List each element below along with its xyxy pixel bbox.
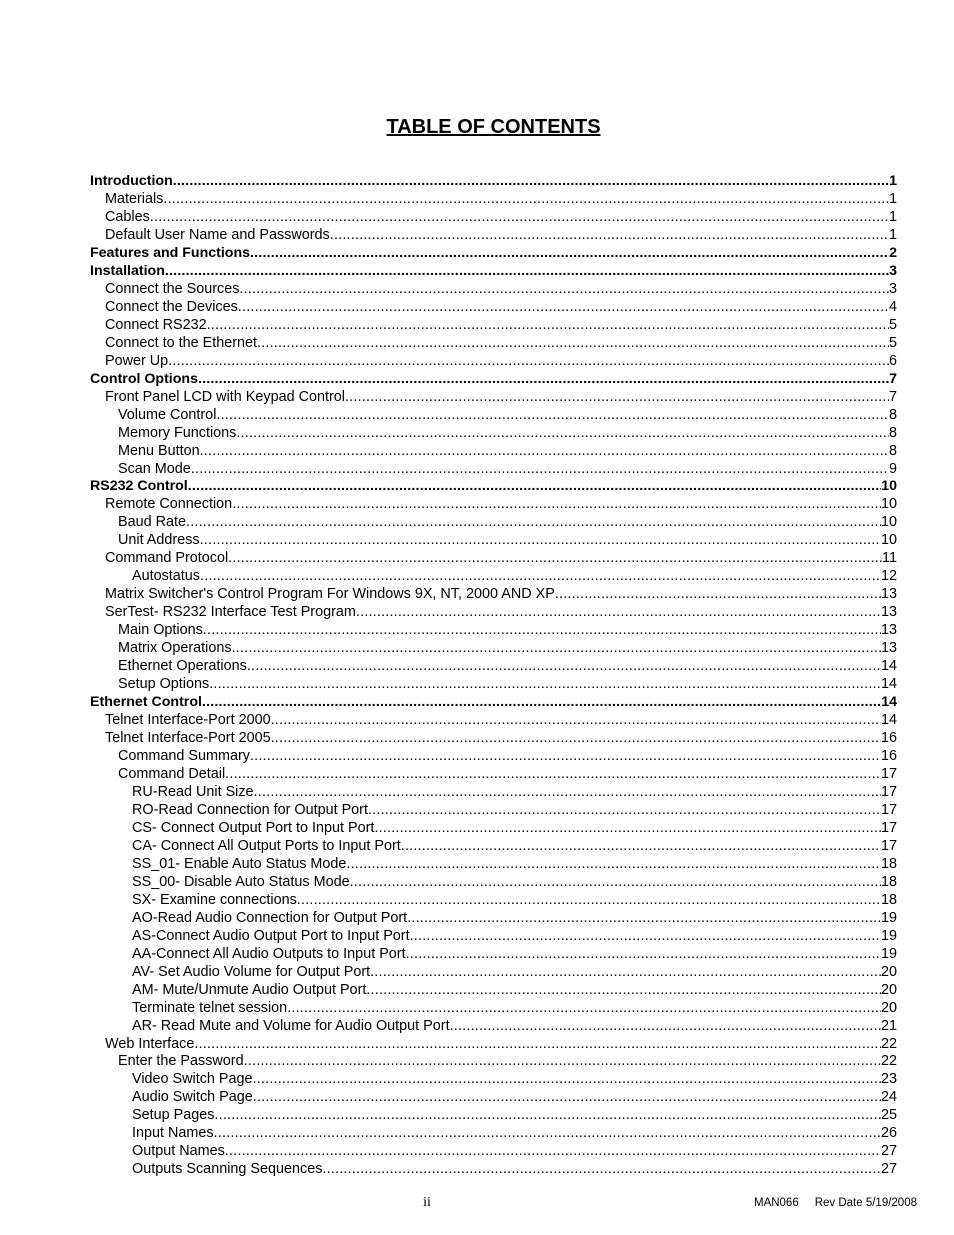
- toc-dot-leader: [228, 550, 882, 568]
- toc-dot-leader: [200, 532, 881, 550]
- toc-entry-title: Command Summary: [118, 748, 250, 764]
- toc-entry-title: Ethernet Operations: [118, 658, 247, 675]
- toc-entry-title: AM- Mute/Unmute Audio Output Port: [132, 981, 367, 998]
- toc-entry-page: 10: [880, 496, 897, 513]
- toc-entry-page: 16: [880, 748, 897, 764]
- toc-entry-title: AV- Set Audio Volume for Output Port: [132, 963, 371, 980]
- toc-entry[interactable]: [90, 191, 897, 209]
- toc-entry-page: 4: [888, 298, 897, 315]
- toc-entry-title: Default User Name and Passwords: [105, 226, 330, 243]
- toc-entry[interactable]: [90, 982, 897, 1000]
- toc-entry[interactable]: [90, 335, 897, 353]
- toc-entry[interactable]: [90, 209, 897, 227]
- toc-entry[interactable]: [90, 425, 897, 443]
- toc-dot-leader: [401, 838, 881, 856]
- toc-entry[interactable]: [90, 856, 897, 874]
- toc-entry[interactable]: [90, 1053, 897, 1071]
- toc-entry-title: SS_00- Disable Auto Status Mode: [132, 873, 350, 890]
- toc-entry-title: Telnet Interface-Port 2005: [105, 730, 271, 747]
- toc-entry-page: 17: [880, 783, 897, 800]
- toc-entry[interactable]: [90, 838, 897, 856]
- toc-entry[interactable]: [90, 478, 897, 496]
- toc-entry[interactable]: [90, 676, 897, 694]
- toc-dot-leader: [165, 263, 889, 281]
- toc-entry-title: Scan Mode: [118, 460, 191, 477]
- toc-entry[interactable]: [90, 766, 897, 784]
- toc-entry-page: 21: [880, 1017, 897, 1034]
- toc-entry[interactable]: [90, 353, 897, 371]
- toc-dot-leader: [253, 1089, 881, 1107]
- toc-entry-page: 17: [880, 819, 897, 836]
- toc-entry-page: 3: [888, 280, 897, 297]
- toc-entry[interactable]: [90, 946, 897, 964]
- toc-entry-title: Telnet Interface-Port 2000: [105, 712, 271, 729]
- toc-entry[interactable]: [90, 173, 897, 191]
- toc-entry-title: Matrix Operations: [118, 640, 232, 657]
- toc-dot-leader: [366, 982, 881, 1000]
- toc-entry-title: Command Protocol: [105, 550, 229, 567]
- toc-entry-page: 18: [880, 873, 897, 890]
- toc-entry-title: Outputs Scanning Sequences: [132, 1161, 323, 1178]
- toc-entry[interactable]: [90, 694, 897, 712]
- toc-entry-title: Autostatus: [132, 568, 200, 585]
- toc-dot-leader: [236, 425, 889, 443]
- toc-entry-page: 20: [880, 999, 897, 1016]
- toc-entry[interactable]: [90, 658, 897, 676]
- toc-entry[interactable]: [90, 1089, 897, 1107]
- toc-entry-page: 5: [888, 334, 897, 351]
- toc-entry[interactable]: [90, 748, 897, 766]
- toc-entry-title: Remote Connection: [105, 496, 233, 513]
- toc-entry-page: 17: [880, 765, 897, 782]
- toc-entry-title: Ethernet Control: [90, 694, 202, 711]
- toc-entry-title: SerTest- RS232 Interface Test Program: [105, 604, 356, 621]
- toc-entry[interactable]: [90, 640, 897, 658]
- toc-entry[interactable]: [90, 514, 897, 532]
- toc-entry-title: Terminate telnet session: [132, 999, 288, 1016]
- toc-dot-leader: [250, 748, 881, 766]
- toc-entry[interactable]: [90, 910, 897, 928]
- toc-entry[interactable]: [90, 1125, 897, 1143]
- toc-entry-page: 8: [888, 424, 897, 441]
- toc-entry-title: Control Options: [90, 370, 198, 387]
- toc-dot-leader: [330, 227, 889, 245]
- toc-dot-leader: [198, 371, 889, 389]
- toc-entry-page: 8: [888, 406, 897, 423]
- toc-entry[interactable]: [90, 802, 897, 820]
- toc-dot-leader: [406, 946, 881, 964]
- toc-dot-leader: [247, 658, 881, 676]
- toc-dot-leader: [200, 443, 889, 461]
- toc-entry-title: Materials: [105, 190, 164, 207]
- toc-dot-leader: [253, 1071, 881, 1089]
- toc-entry[interactable]: [90, 820, 897, 838]
- toc-dot-leader: [186, 514, 881, 532]
- toc-dot-leader: [345, 389, 889, 407]
- toc-entry-page: 23: [880, 1071, 897, 1088]
- toc-entry[interactable]: [90, 730, 897, 748]
- toc-entry[interactable]: [90, 1161, 897, 1179]
- toc-entry[interactable]: [90, 568, 897, 586]
- toc-dot-leader: [287, 1000, 881, 1018]
- toc-dot-leader: [407, 910, 881, 928]
- toc-entry-page: 16: [880, 730, 897, 747]
- toc-dot-leader: [370, 964, 881, 982]
- toc-entry[interactable]: [90, 263, 897, 281]
- toc-entry-title: Installation: [90, 262, 165, 279]
- toc-entry-page: 26: [880, 1125, 897, 1142]
- toc-entry-page: 6: [888, 352, 897, 369]
- footer-page-number: ii: [423, 1195, 431, 1210]
- toc-dot-leader: [257, 335, 889, 353]
- toc-entry-title: RS232 Control: [90, 478, 188, 495]
- toc-entry[interactable]: [90, 443, 897, 461]
- toc-dot-leader: [410, 928, 881, 946]
- toc-entry-title: AS-Connect Audio Output Port to Input Port: [132, 927, 410, 944]
- toc-entry[interactable]: [90, 874, 897, 892]
- toc-entry-page: 27: [880, 1143, 897, 1160]
- toc-entry[interactable]: [90, 712, 897, 730]
- toc-entry-page: 13: [880, 586, 897, 603]
- toc-entry-page: 1: [889, 173, 897, 189]
- toc-entry[interactable]: [90, 892, 897, 910]
- page-title: TABLE OF CONTENTS: [386, 116, 601, 138]
- toc-entry-title: AR- Read Mute and Volume for Audio Output Port: [132, 1017, 450, 1034]
- toc-dot-leader: [346, 856, 881, 874]
- toc-entry[interactable]: [90, 1036, 897, 1054]
- footer-revision: MAN066 Rev Date 5/19/2008: [753, 1197, 917, 1209]
- toc-entry-page: 12: [880, 568, 897, 585]
- toc-entry-title: Input Names: [132, 1125, 214, 1142]
- toc-entry-title: Memory Functions: [118, 424, 237, 441]
- toc-entry-page: 17: [880, 837, 897, 854]
- toc-entry[interactable]: [90, 532, 897, 550]
- toc-entry-title: Connect RS232: [105, 316, 207, 333]
- toc-entry-title: CS- Connect Output Port to Input Port: [132, 819, 375, 836]
- toc-dot-leader: [555, 586, 881, 604]
- toc-dot-leader: [203, 622, 881, 640]
- toc-entry-title: Main Options: [118, 622, 203, 639]
- toc-entry-title: Web Interface: [105, 1035, 195, 1052]
- toc-entry-page: 9: [888, 460, 897, 477]
- toc-entry-title: SS_01- Enable Auto Status Mode: [132, 855, 347, 872]
- toc-entry[interactable]: [90, 281, 897, 299]
- toc-entry[interactable]: [90, 622, 897, 640]
- toc-entry-page: 25: [880, 1107, 897, 1124]
- toc-entry-page: 19: [880, 945, 897, 962]
- toc-entry[interactable]: [90, 928, 897, 946]
- toc-dot-leader: [214, 1125, 881, 1143]
- toc-entry[interactable]: [90, 1018, 897, 1036]
- toc-dot-leader: [163, 191, 889, 209]
- toc-entry[interactable]: [90, 317, 897, 335]
- toc-dot-leader: [271, 730, 881, 748]
- toc-entry-title: Menu Button: [118, 442, 200, 459]
- toc-entry-page: 8: [888, 442, 897, 459]
- toc-dot-leader: [168, 353, 889, 371]
- toc-entry[interactable]: [90, 245, 897, 263]
- toc-entry[interactable]: [90, 964, 897, 982]
- toc-entry-title: Video Switch Page: [132, 1071, 253, 1088]
- toc-dot-leader: [232, 496, 881, 514]
- toc-dot-leader: [150, 209, 889, 227]
- toc-dot-leader: [322, 1161, 881, 1179]
- toc-entry-page: 10: [880, 532, 897, 549]
- toc-entry-title: Setup Pages: [132, 1107, 215, 1124]
- toc-dot-leader: [239, 281, 889, 299]
- toc-entry[interactable]: [90, 227, 897, 245]
- toc-dot-leader: [250, 245, 889, 263]
- toc-entry-page: 7: [889, 370, 897, 387]
- toc-entry-title: Connect the Devices: [105, 298, 238, 315]
- toc-entry-title: RU-Read Unit Size: [132, 783, 254, 800]
- toc-entry[interactable]: [90, 1000, 897, 1018]
- toc-dot-leader: [194, 1036, 881, 1054]
- toc-entry-page: 14: [880, 712, 897, 729]
- toc-entry-title: Baud Rate: [118, 514, 187, 531]
- toc-dot-leader: [271, 712, 881, 730]
- toc-entry[interactable]: [90, 461, 897, 479]
- toc-entry-page: 13: [880, 604, 897, 621]
- toc-entry-page: 22: [880, 1035, 897, 1052]
- toc-dot-leader: [374, 820, 881, 838]
- toc-entry-page: 1: [888, 190, 897, 207]
- toc-dot-leader: [368, 802, 881, 820]
- toc-entry-title: Connect the Sources: [105, 280, 240, 297]
- toc-dot-leader: [191, 461, 889, 479]
- toc-entry[interactable]: [90, 550, 897, 568]
- toc-entry[interactable]: [90, 1143, 897, 1161]
- toc-entry-page: 1: [888, 226, 897, 243]
- toc-entry-page: 10: [880, 514, 897, 531]
- toc-dot-leader: [450, 1018, 881, 1036]
- toc-entry-page: 13: [880, 640, 897, 657]
- toc-dot-leader: [214, 1107, 881, 1125]
- toc-entry-page: 20: [880, 963, 897, 980]
- toc-entry-title: Front Panel LCD with Keypad Control: [105, 388, 345, 405]
- toc-dot-leader: [173, 173, 889, 191]
- toc-entry-page: 19: [880, 927, 897, 944]
- toc-entry-page: 20: [880, 981, 897, 998]
- toc-dot-leader: [225, 1143, 881, 1161]
- toc-dot-leader: [216, 407, 889, 425]
- toc-entry[interactable]: [90, 586, 897, 604]
- toc-entry-title: Volume Control: [118, 406, 217, 423]
- toc-dot-leader: [232, 640, 881, 658]
- toc-entry-title: Enter the Password: [118, 1053, 244, 1070]
- toc-entry-page: 14: [880, 658, 897, 675]
- toc-entry-title: RO-Read Connection for Output Port: [132, 801, 368, 818]
- toc-entry-page: 7: [888, 388, 897, 405]
- toc-entry[interactable]: [90, 1071, 897, 1089]
- toc-entry-title: Features and Functions: [90, 244, 251, 261]
- toc-entry-title: Audio Switch Page: [132, 1089, 253, 1106]
- toc-entry-title: SX- Examine connections: [132, 891, 297, 908]
- toc-entry-page: 17: [880, 801, 897, 818]
- toc-dot-leader: [356, 604, 881, 622]
- toc-entry-page: 14: [881, 694, 897, 711]
- toc-entry-page: 18: [880, 891, 897, 908]
- toc-dot-leader: [238, 299, 889, 317]
- toc-entry-page: 5: [888, 316, 897, 333]
- toc-entry[interactable]: [90, 407, 897, 425]
- toc-entry-page: 11: [882, 550, 897, 567]
- toc-entry[interactable]: [90, 1107, 897, 1125]
- toc-entry-title: CA- Connect All Output Ports to Input Port: [132, 837, 401, 854]
- toc-dot-leader: [200, 568, 881, 586]
- toc-entry-page: 13: [880, 622, 897, 639]
- toc-entry[interactable]: [90, 389, 897, 407]
- toc-dot-leader: [350, 874, 881, 892]
- toc-entry[interactable]: [90, 371, 897, 389]
- toc-entry-page: 10: [881, 478, 897, 495]
- toc-dot-leader: [202, 694, 881, 712]
- toc-entry-page: 19: [880, 909, 897, 926]
- toc-entry-title: Setup Options: [118, 676, 210, 693]
- toc-dot-leader: [207, 317, 889, 335]
- toc-entry[interactable]: [90, 784, 897, 802]
- toc-entry[interactable]: [90, 604, 897, 622]
- toc-entry-page: 1: [888, 208, 897, 225]
- toc-entry-title: Connect to the Ethernet: [105, 334, 258, 351]
- toc-entry-page: 3: [889, 262, 897, 279]
- toc-dot-leader: [254, 784, 881, 802]
- toc-entry[interactable]: [90, 496, 897, 514]
- toc-dot-leader: [297, 892, 881, 910]
- toc-dot-leader: [188, 478, 881, 496]
- toc-entry-title: AO-Read Audio Connection for Output Port: [132, 909, 408, 926]
- toc-dot-leader: [244, 1053, 881, 1071]
- toc-dot-leader: [225, 766, 881, 784]
- toc-entry-title: Output Names: [132, 1143, 225, 1160]
- toc-entry[interactable]: [90, 299, 897, 317]
- toc-entry-page: 18: [880, 855, 897, 872]
- toc-dot-leader: [209, 676, 881, 694]
- toc-entry-page: 22: [880, 1053, 897, 1070]
- table-of-contents: [90, 173, 897, 1179]
- toc-entry-title: AA-Connect All Audio Outputs to Input Port: [132, 945, 406, 962]
- toc-entry-page: 2: [889, 244, 897, 261]
- toc-entry-title: Unit Address: [118, 532, 200, 549]
- toc-entry-title: Introduction: [90, 173, 173, 189]
- toc-entry-title: Power Up: [105, 352, 169, 369]
- toc-entry-page: 14: [880, 676, 897, 693]
- toc-entry-title: Cables: [105, 208, 150, 225]
- toc-entry-page: 24: [880, 1089, 897, 1106]
- toc-entry-title: Matrix Switcher's Control Program For Windows 9X, NT, 2000 AND XP: [105, 586, 555, 603]
- toc-entry-page: 27: [880, 1161, 897, 1178]
- toc-entry-title: Command Detail: [118, 765, 226, 782]
